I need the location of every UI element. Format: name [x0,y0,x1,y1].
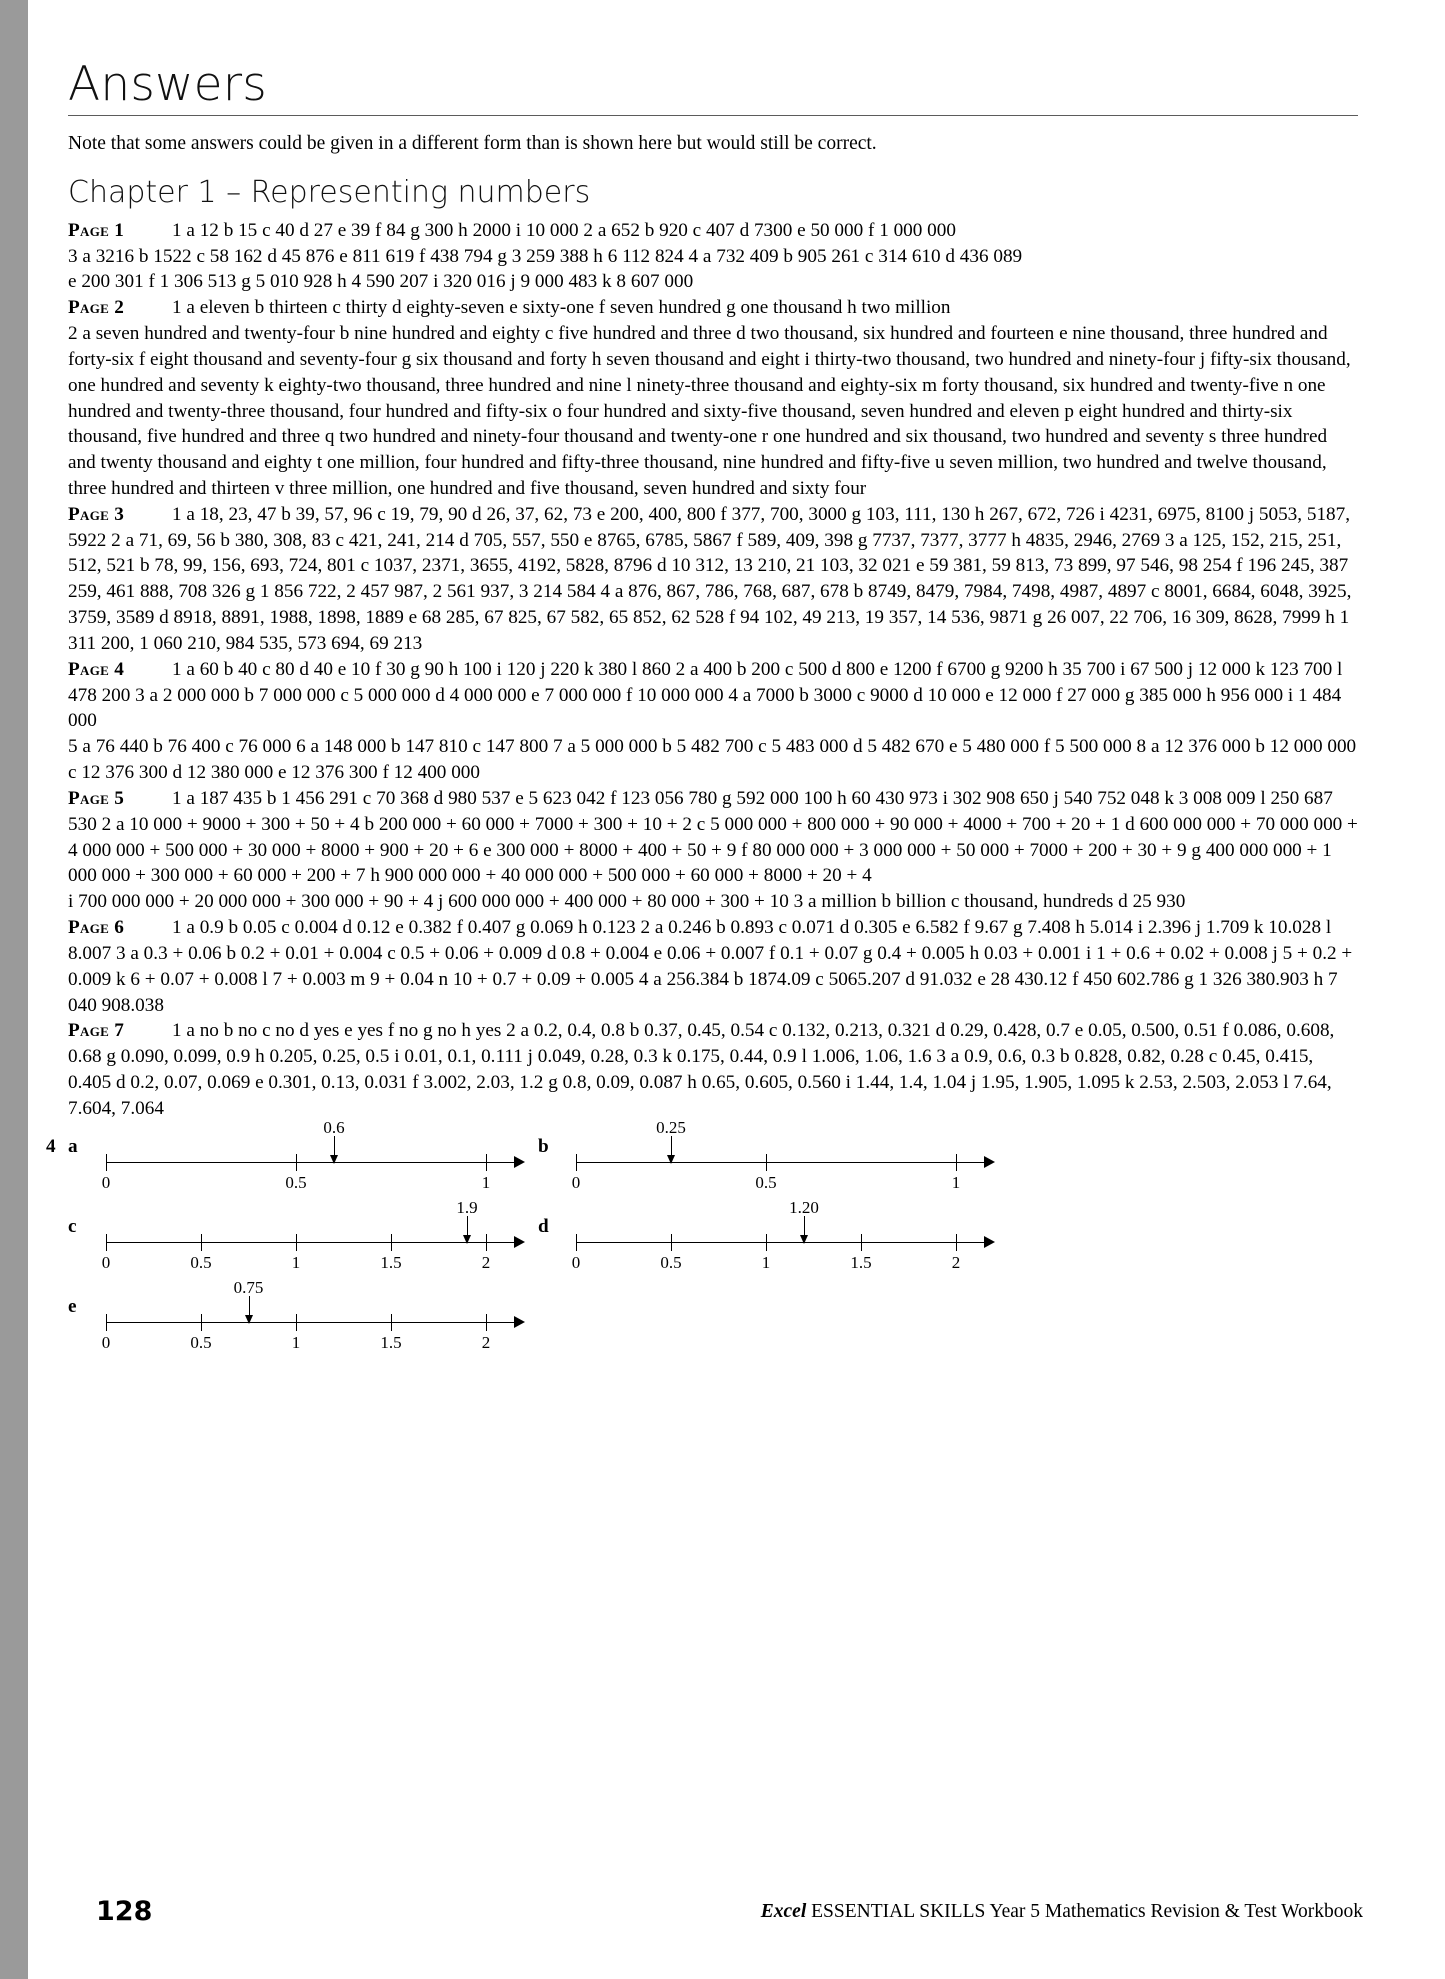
axis-tick [201,1234,202,1251]
number-line-axis-e [101,1277,526,1354]
footer-brand: Excel [760,1901,807,1922]
axis-tick [956,1154,957,1171]
answer-line: 1 a 0.9 b 0.05 c 0.004 d 0.12 e 0.382 f 0.407 g 0.069 h 0.123 2 a 0.246 b 0.893 c 0.071 d 0.305 e 6.582 f 9.67 g 7.408 h 5.014 i 2.396 j 1.709 k 10.028 l 8.007 3 a 0.3 + 0.06 b 0.2 + 0.01 + 0.004 c 0.5 + 0.06 + 0.009 d 0.8 + 0.004 e 0.06 + 0.007 f 0.1 + 0.07 g 0.4 + 0.005 h 0.03 + 0.001 i 1 + 0.6 + 0.02 + 0.008 j 5 + 0.2 + 0.009 k 6 + 0.07 + 0.008 l 7 + 0.003 m 9 + 0.04 n 10 + 0.7 + 0.09 + 0.005 4 a 256.384 b 1874.09 c 5065.207 d 91.032 e 28 430.12 f 450 602.786 g 1 326 380.903 h 7 040 908.038 [68,917,1353,1016]
axis-tick-label: 0 [101,1172,111,1192]
number-line-axis-a [101,1117,526,1194]
axis-tick [671,1234,672,1251]
marker-arrow-icon [330,1155,338,1164]
answer-block-page-4-cont [68,734,1358,786]
page-label-2: Page 2 [68,297,125,319]
page-label-1: Page 1 [68,219,125,241]
axis-tick-label: 0.5 [755,1172,777,1192]
number-line-e [68,1277,538,1356]
marker-arrow-icon [245,1315,253,1324]
marker-value-label: 0.75 [233,1277,264,1297]
answers-note: Note that some answers could be given in a different form than is shown here but would still be correct. [68,133,877,155]
marker-arrow-icon [800,1235,808,1244]
page-label-5: Page 5 [68,787,125,809]
axis-tick-label: 1.5 [380,1332,402,1352]
axis-tick-label: 0 [101,1252,111,1272]
axis-tick [486,1314,487,1331]
answer-line: 1 a 187 435 b 1 456 291 c 70 368 d 980 537 e 5 623 042 f 123 056 780 g 592 000 100 h 60 430 973 i 302 908 650 j 540 752 048 k 3 008 009 l 250 687 530 2 a 10 000 + 9000 + 300 + 50 + 4 b 200 000 + 60 000 + 7000 + 300 + 10 + 2 c 5 000 000 + 800 000 + 90 000 + 4000 + 700 + 20 + 1 d 600 000 000 + 70 000 000 + 4 000 000 + 500 000 + 30 000 + 8000 + 900 + 20 + 6 e 300 000 + 8000 + 400 + 50 + 9 f 80 000 000 + 3 000 000 + 50 000 + 7000 + 200 + 30 + 9 g 400 000 000 + 1 000 000 + 300 000 + 60 000 + 200 + 7 h 900 000 000 + 40 000 000 + 500 000 + 60 000 + 8000 + 20 + 4 [68,787,1358,887]
answer-line: 5 a 76 440 b 76 400 c 76 000 6 a 148 000 b 147 810 c 147 800 7 a 5 000 000 b 5 482 700 c 5 483 000 d 5 482 670 e 5 480 000 f 5 500 000 8 a 12 376 000 b 12 000 000 c 12 376 300 d 12 380 000 e 12 376 300 f 12 400 000 [68,736,1357,784]
answer-block-page-5-cont [68,889,1358,915]
page-label-3: Page 3 [68,503,125,525]
axis-tick [296,1154,297,1171]
marker-arrow-stem [804,1216,805,1237]
answer-block-page-3 [68,502,1358,657]
axis-tick-label: 0.5 [190,1252,212,1272]
answer-line: 1 a eleven b thirteen c thirty d eighty-seven e sixty-one f seven hundred g one thousand h two million [172,297,951,319]
axis-line [106,1242,516,1243]
marker-arrow-stem [467,1216,468,1237]
axis-tick [296,1314,297,1331]
answer-line: i 700 000 000 + 20 000 000 + 300 000 + 90 + 4 j 600 000 000 + 400 000 + 80 000 + 300 + 10 3 a million b billion c thousand, hundreds d 25 930 [68,891,1186,913]
document-page [28,0,1445,1979]
axis-tick [576,1154,577,1171]
answer-block-page-5 [68,786,1358,889]
folio-number: 128 [96,1896,153,1927]
axis-tick-label: 0.5 [285,1172,307,1192]
marker-arrow-stem [334,1136,335,1157]
axis-tick [391,1314,392,1331]
axis-tick [486,1234,487,1251]
axis-tick-label: 1.5 [850,1252,872,1272]
number-line-axis-c [101,1197,526,1274]
page-title: Answers [68,57,267,112]
axis-tick [956,1234,957,1251]
axis-tick-label: 1.5 [380,1252,402,1272]
axis-tick [486,1154,487,1171]
number-line-d [538,1197,1008,1276]
axis-tick-label: 1 [291,1252,301,1272]
marker-value-label: 0.25 [656,1117,686,1137]
marker-value-label: 1.20 [789,1197,819,1217]
answer-block-page-6 [68,915,1358,1018]
axis-tick [766,1234,767,1251]
number-line-a [46,1117,538,1196]
axis-line [576,1242,986,1243]
axis-tick-label: 1 [951,1172,961,1192]
axis-arrow-icon [514,1316,525,1328]
axis-line [576,1162,986,1163]
axis-tick [576,1234,577,1251]
axis-tick [296,1234,297,1251]
answer-line: e 200 301 f 1 306 513 g 5 010 928 h 4 590 207 i 320 016 j 9 000 483 k 8 607 000 [68,271,694,293]
number-line-label-b: b [538,1135,549,1157]
axis-arrow-icon [514,1236,525,1248]
axis-line [106,1162,516,1163]
answer-block-page-1-cont2 [68,269,1358,295]
number-line-axis-b [571,1117,996,1194]
number-line-axis-d [571,1197,996,1274]
page-gutter-bar [0,0,28,1979]
answer-block-page-1 [68,218,1358,244]
answer-block-page-4 [68,657,1358,734]
footer-subtitle: ESSENTIAL SKILLS Year 5 Mathematics Revision & Test Workbook [806,1901,1363,1922]
answer-line: 1 a 12 b 15 c 40 d 27 e 39 f 84 g 300 h 2000 i 10 000 2 a 652 b 920 c 407 d 7300 e 50 000 f 1 000 000 [172,219,956,241]
answer-line: 1 a no b no c no d yes e yes f no g no h yes 2 a 0.2, 0.4, 0.8 b 0.37, 0.45, 0.54 c 0.132, 0.213, 0.321 d 0.29, 0.428, 0.7 e 0.05, 0.500, 0.51 f 0.086, 0.608, 0.68 g 0.090, 0.099, 0.9 h 0.205, 0.25, 0.5 i 0.01, 0.1, 0.111 j 0.049, 0.28, 0.3 k 0.175, 0.44, 0.9 l 1.006, 1.06, 1.6 3 a 0.9, 0.6, 0.3 b 0.828, 0.82, 0.28 c 0.45, 0.415, 0.405 d 0.2, 0.07, 0.069 e 0.301, 0.13, 0.031 f 3.002, 2.03, 1.2 g 0.8, 0.09, 0.087 h 0.65, 0.605, 0.560 i 1.44, 1.4, 1.04 j 1.95, 1.905, 1.095 k 2.53, 2.503, 2.053 l 7.64, 7.604, 7.064 [68,1020,1335,1119]
axis-tick-label: 0 [101,1332,111,1352]
axis-tick-label: 1 [291,1332,301,1352]
answer-line: 3 a 3216 b 1522 c 58 162 d 45 876 e 811 619 f 438 794 g 3 259 388 h 6 112 824 4 a 732 409 b 905 261 c 314 610 d 436 089 [68,245,1023,267]
marker-arrow-icon [667,1155,675,1164]
axis-tick [201,1314,202,1331]
number-line-b [538,1117,1008,1196]
axis-tick-label: 2 [481,1332,491,1352]
number-line-label-c: c [68,1215,77,1237]
answer-block-page-2-cont [68,321,1358,502]
axis-tick-label: 0.5 [660,1252,682,1272]
axis-arrow-icon [514,1156,525,1168]
page-label-6: Page 6 [68,917,125,939]
number-line-figures [46,1117,1358,1360]
axis-tick [106,1314,107,1331]
number-line-label-e: e [68,1295,77,1317]
axis-tick [861,1234,862,1251]
footer-book-title [761,1901,1363,1923]
axis-tick-label: 2 [951,1252,961,1272]
answer-line: 2 a seven hundred and twenty-four b nine hundred and eighty c five hundred and three d two thousand, six hundred and fourteen e nine thousand, three hundred and forty-six f eight thousand and seventy-four g six thousand and forty h seven thousand and eight i thirty-two thousand, two hundred and ninety-four j fifty-six thousand, one hundred and seventy k eighty-two thousand, three hundred and nine l ninety-three thousand and eighty-six m forty thousand, six hundred and twenty-five n one hundred and twenty-three thousand, four hundred and fifty-six o four hundred and sixty-five thousand, seven hundred and eleven p eight hundred and thirty-six thousand, five hundred and three q two hundred and ninety-four thousand and twenty-one r one hundred and six thousand, two hundred and seventy s three hundred and twenty thousand and eighty t one million, four hundred and fifty-three thousand, nine hundred and fifty-five u seven million, two hundred and twelve thousand, three hundred and thirteen v three million, one hundred and five thousand, seven hundred and sixty four [68,323,1351,499]
chapter-heading: Chapter 1 – Representing numbers [68,174,591,210]
marker-arrow-icon [463,1235,471,1244]
axis-tick [766,1154,767,1171]
answer-line: 1 a 18, 23, 47 b 39, 57, 96 c 19, 79, 90 d 26, 37, 62, 73 e 200, 400, 800 f 377, 700, 3000 g 103, 111, 130 h 267, 672, 726 i 4231, 6975, 8100 j 5053, 5187, 5922 2 a 71, 69, 56 b 380, 308, 83 c 421, 241, 214 d 705, 557, 550 e 8765, 6785, 5867 f 589, 409, 398 g 7737, 7377, 3777 h 4835, 2946, 2769 3 a 125, 152, 215, 251, 512, 521 b 78, 99, 156, 693, 724, 801 c 1037, 2371, 3655, 4192, 5828, 8796 d 10 312, 13 210, 21 103, 32 021 e 59 381, 59 813, 73 899, 97 546, 98 254 f 196 245, 387 259, 461 888, 708 326 g 1 856 722, 2 457 987, 2 561 937, 3 214 584 4 a 876, 867, 786, 768, 687, 678 b 8749, 8479, 7984, 7498, 4987, 4897 c 8001, 6684, 6048, 3925, 3759, 3589 d 8918, 8891, 1988, 1898, 1889 e 68 285, 67 825, 67 582, 65 852, 62 528 f 94 102, 49 213, 19 357, 14 536, 9871 g 26 007, 22 706, 16 309, 8628, 7999 h 1 311 200, 1 060 210, 984 535, 573 694, 69 213 [68,503,1352,654]
axis-tick-label: 2 [481,1252,491,1272]
axis-tick-label: 0 [571,1172,581,1192]
marker-arrow-stem [671,1136,672,1157]
marker-value-label: 0.6 [323,1117,345,1137]
axis-tick-label: 1 [761,1252,771,1272]
page-label-7: Page 7 [68,1020,125,1042]
answer-line: 1 a 60 b 40 c 80 d 40 e 10 f 30 g 90 h 100 i 120 j 220 k 380 l 860 2 a 400 b 200 c 500 d 800 e 1200 f 6700 g 9200 h 35 700 i 67 500 j 12 000 k 123 700 l 478 200 3 a 2 000 000 b 7 000 000 c 5 000 000 d 4 000 000 e 7 000 000 f 10 000 000 4 a 7000 b 3000 c 9000 d 10 000 e 12 000 f 27 000 g 385 000 h 956 000 i 1 484 000 [68,658,1343,732]
answer-block-page-1-cont [68,244,1358,270]
page-content [46,57,1358,1360]
page-footer [96,1893,1405,1927]
number-line-question-number: 4 [46,1135,56,1157]
axis-arrow-icon [984,1236,995,1248]
axis-tick-label: 1 [481,1172,491,1192]
title-divider [68,115,1358,116]
axis-tick [106,1234,107,1251]
number-line-label-d: d [538,1215,549,1237]
axis-tick [106,1154,107,1171]
marker-arrow-stem [249,1296,250,1317]
number-line-label-a: a [68,1135,78,1157]
marker-value-label: 1.9 [456,1197,478,1217]
axis-tick [391,1234,392,1251]
axis-tick-label: 0.5 [190,1332,212,1352]
answer-block-page-2 [68,295,1358,321]
axis-tick-label: 0 [571,1252,581,1272]
number-line-c [68,1197,538,1276]
axis-arrow-icon [984,1156,995,1168]
answer-block-page-7 [68,1018,1358,1121]
page-label-4: Page 4 [68,658,125,680]
axis-line [106,1322,516,1323]
